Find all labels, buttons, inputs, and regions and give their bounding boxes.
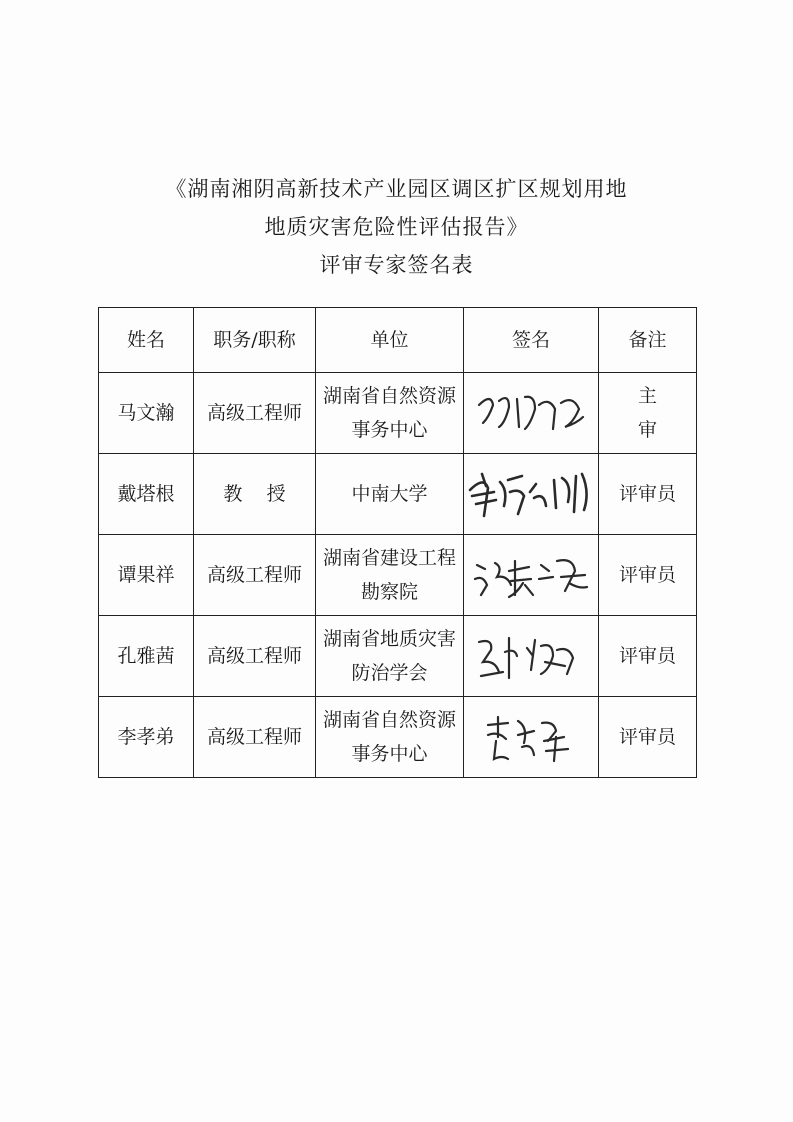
cell-unit: 湖南省自然资源事务中心: [316, 373, 464, 454]
cell-remark: 评审员: [599, 454, 697, 535]
cell-signature: [464, 373, 599, 454]
cell-title: 高级工程师: [194, 697, 316, 778]
cell-name: 李孝弟: [99, 697, 194, 778]
cell-title: 高级工程师: [194, 373, 316, 454]
cell-signature: [464, 616, 599, 697]
header-unit: 单位: [316, 308, 464, 373]
handwritten-signature: [474, 707, 589, 767]
cell-name: 谭果祥: [99, 535, 194, 616]
table-row: [99, 373, 697, 454]
table-header-row: [99, 308, 697, 373]
cell-title: 高级工程师: [194, 616, 316, 697]
header-signature: 签名: [464, 308, 599, 373]
header-title: 职务/职称: [194, 308, 316, 373]
cell-name: 马文瀚: [99, 373, 194, 454]
signature-table: [98, 307, 697, 778]
title-line-1: 《湖南湘阴高新技术产业园区调区扩区规划用地: [165, 177, 628, 201]
cell-unit: 湖南省地质灾害防治学会: [316, 616, 464, 697]
header-remark: 备注: [599, 308, 697, 373]
cell-name: 戴塔根: [99, 454, 194, 535]
table-row: [99, 535, 697, 616]
handwritten-signature: [469, 383, 594, 443]
handwritten-signature: [464, 462, 599, 526]
table-row: [99, 616, 697, 697]
cell-remark: 主 审: [599, 373, 697, 454]
cell-unit: 中南大学: [316, 454, 464, 535]
title-line-3: 评审专家签名表: [319, 253, 474, 277]
cell-remark: 评审员: [599, 697, 697, 778]
header-name: 姓名: [99, 308, 194, 373]
cell-unit: 湖南省建设工程勘察院: [316, 535, 464, 616]
table-row: [99, 697, 697, 778]
cell-title: 高级工程师: [194, 535, 316, 616]
cell-name: 孔雅茜: [99, 616, 194, 697]
cell-signature: [464, 454, 599, 535]
title-line-2: 地质灾害危险性评估报告》: [264, 215, 529, 239]
table-row: [99, 454, 697, 535]
cell-signature: [464, 535, 599, 616]
cell-unit: 湖南省自然资源事务中心: [316, 697, 464, 778]
cell-title: 教 授: [194, 454, 316, 535]
handwritten-signature: [469, 626, 594, 686]
cell-remark: 评审员: [599, 535, 697, 616]
handwritten-signature: [469, 545, 594, 605]
cell-signature: [464, 697, 599, 778]
cell-remark: 评审员: [599, 616, 697, 697]
